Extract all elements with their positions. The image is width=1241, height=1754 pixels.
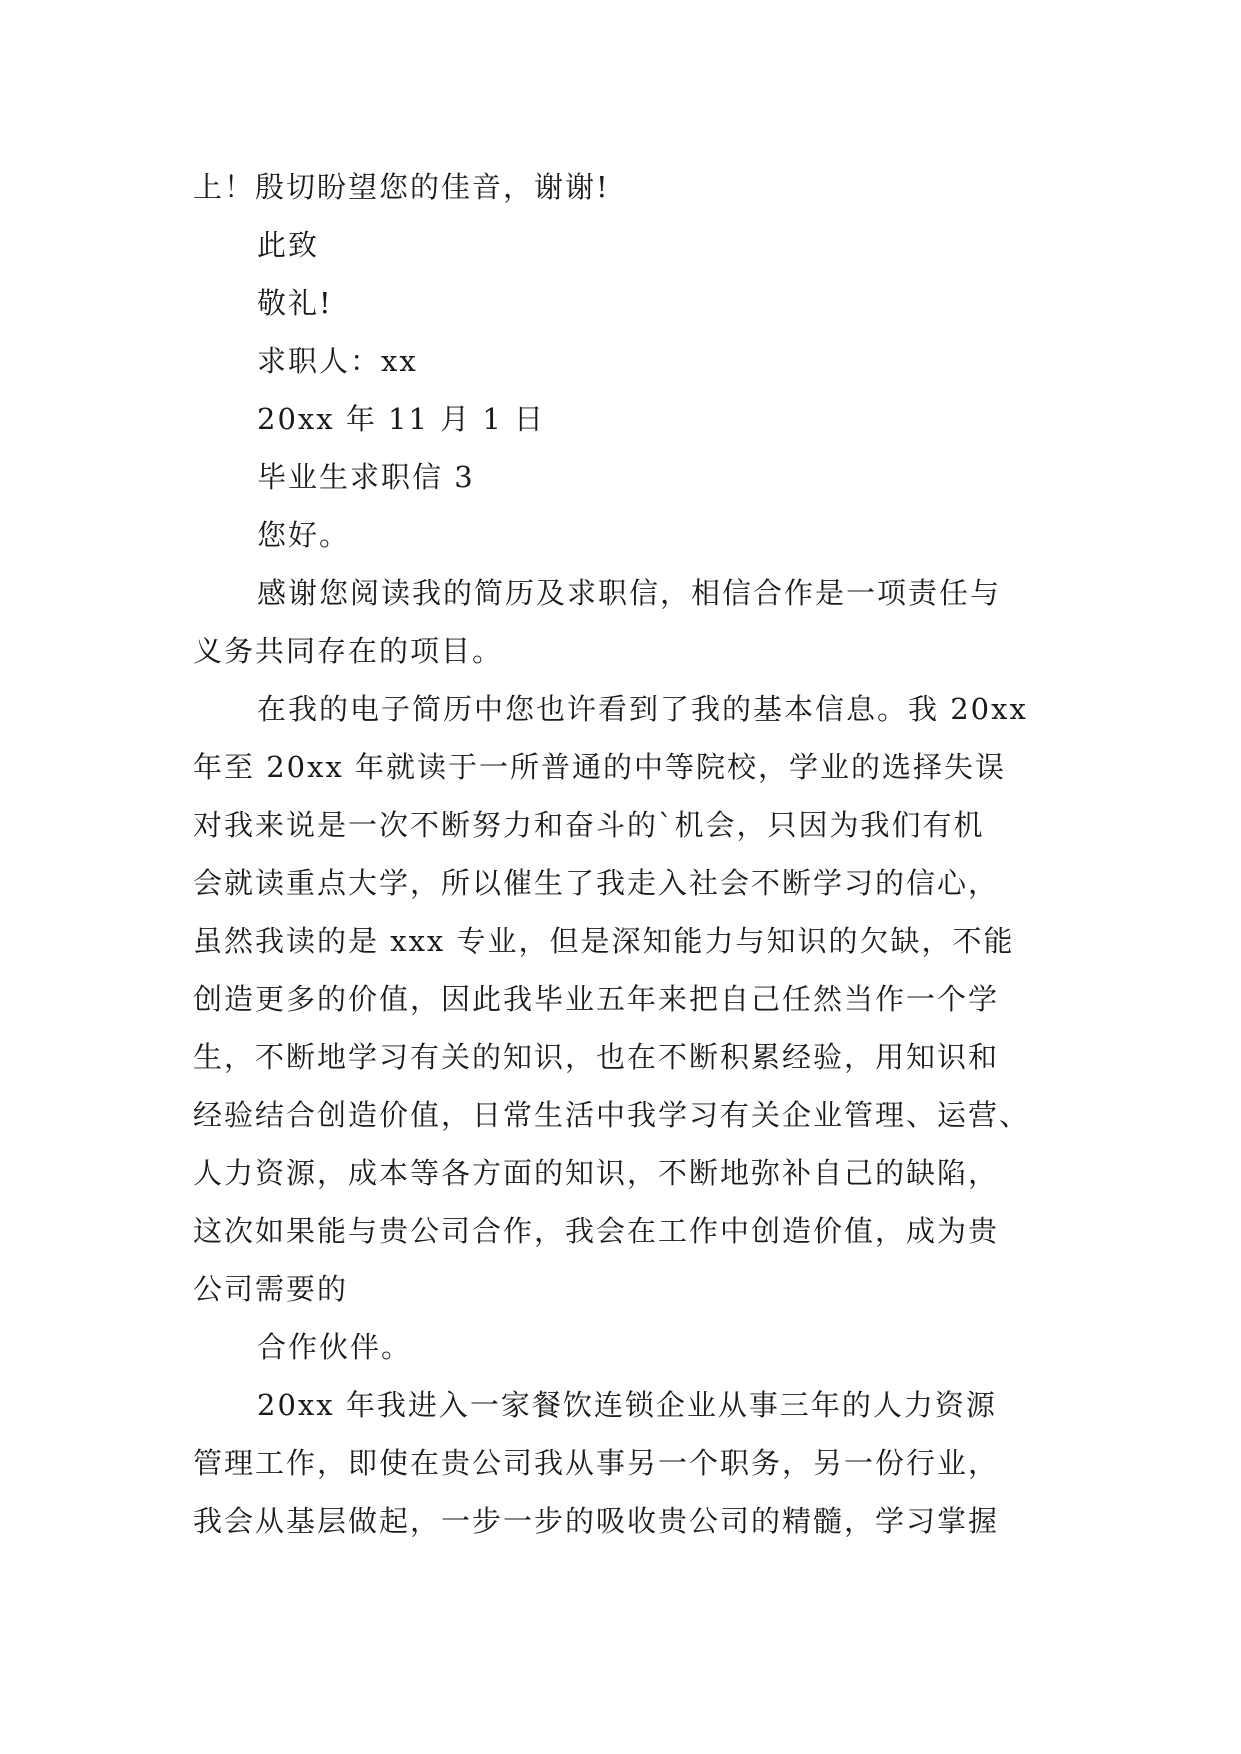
text-line: 求职人：xx (257, 344, 418, 378)
text-line: 生，不断地学习有关的知识，也在不断积累经验，用知识和 (193, 1040, 1000, 1074)
text-line: 合作伙伴。 (257, 1330, 413, 1364)
text-line: 您好。 (257, 518, 351, 552)
letter-body (193, 158, 1053, 1550)
text-line: 敬礼! (257, 286, 333, 320)
text-line: 年至 20xx 年就读于一所普通的中等院校，学业的选择失误 (193, 750, 1007, 784)
text-line: 感谢您阅读我的简历及求职信，相信合作是一项责任与 (257, 576, 1002, 610)
text-line: 义务共同存在的项目。 (193, 634, 504, 668)
text-line: 会就读重点大学，所以催生了我走入社会不断学习的信心， (193, 866, 1000, 900)
text-line: 上！殷切盼望您的佳音，谢谢! (193, 170, 610, 204)
text-line: 我会从基层做起，一步一步的吸收贵公司的精髓，学习掌握 (193, 1504, 1000, 1538)
text-line: 在我的电子简历中您也许看到了我的基本信息。我 20xx (257, 692, 1028, 726)
text-line: 管理工作，即使在贵公司我从事另一个职务，另一份行业， (193, 1446, 1000, 1480)
text-line: 创造更多的价值，因此我毕业五年来把自己任然当作一个学 (193, 982, 1000, 1016)
text-line: 对我来说是一次不断努力和奋斗的`机会，只因为我们有机 (193, 808, 985, 842)
text-line: 虽然我读的是 xxx 专业，但是深知能力与知识的欠缺，不能 (193, 924, 1015, 958)
text-line: 此致 (257, 228, 320, 262)
text-line: 这次如果能与贵公司合作，我会在工作中创造价值，成为贵 (193, 1214, 1000, 1248)
text-line: 公司需要的 (193, 1272, 349, 1306)
text-line: 毕业生求职信 3 (257, 460, 475, 494)
text-line: 人力资源，成本等各方面的知识，不断地弥补自己的缺陷， (193, 1156, 1000, 1190)
text-line: 20xx 年我进入一家餐饮连锁企业从事三年的人力资源 (257, 1388, 997, 1422)
text-line: 20xx 年 11 月 1 日 (257, 402, 546, 436)
text-line: 经验结合创造价值，日常生活中我学习有关企业管理、运营、 (193, 1098, 1031, 1132)
